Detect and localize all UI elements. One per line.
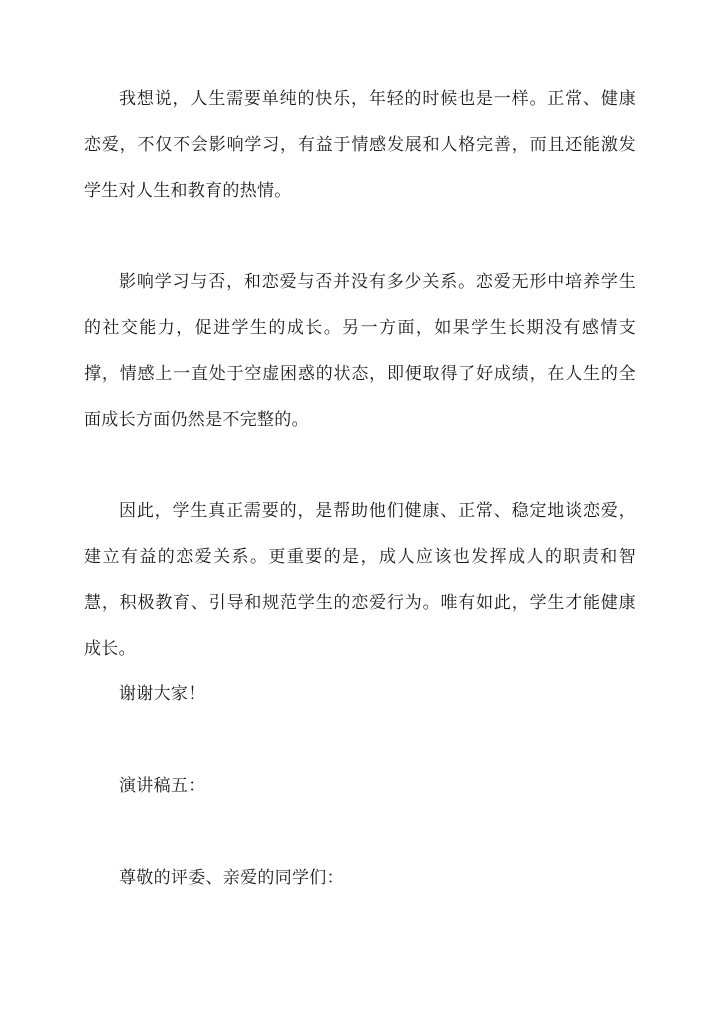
body-paragraph-2: 影响学习与否，和恋爱与否并没有多少关系。恋爱无形中培养学生的社交能力，促进学生的成长。另一方面，如果学生长期没有感情支撑，情感上一直处于空虚困惑的状态，即便取得了好成绩，在人生的全面成长方面仍然是不完整的。: [84, 272, 636, 430]
closing-thanks: 谢谢大家！: [119, 684, 206, 704]
section-heading: 演讲稿五：: [119, 776, 206, 796]
body-paragraph-1: 我想说，人生需要单纯的快乐，年轻的时候也是一样。正常、健康恋爱，不仅不会影响学习，有益于情感发展和人格完善，而且还能激发学生对人生和教育的热情。: [84, 89, 636, 201]
body-paragraph-3: 因此，学生真正需要的，是帮助他们健康、正常、稳定地谈恋爱，建立有益的恋爱关系。更重要的是，成人应该也发挥成人的职责和智慧，积极教育、引导和规范学生的恋爱行为。唯有如此，学生才能健康成长。: [84, 501, 636, 659]
salutation: 尊敬的评委、亲爱的同学们：: [119, 868, 344, 888]
